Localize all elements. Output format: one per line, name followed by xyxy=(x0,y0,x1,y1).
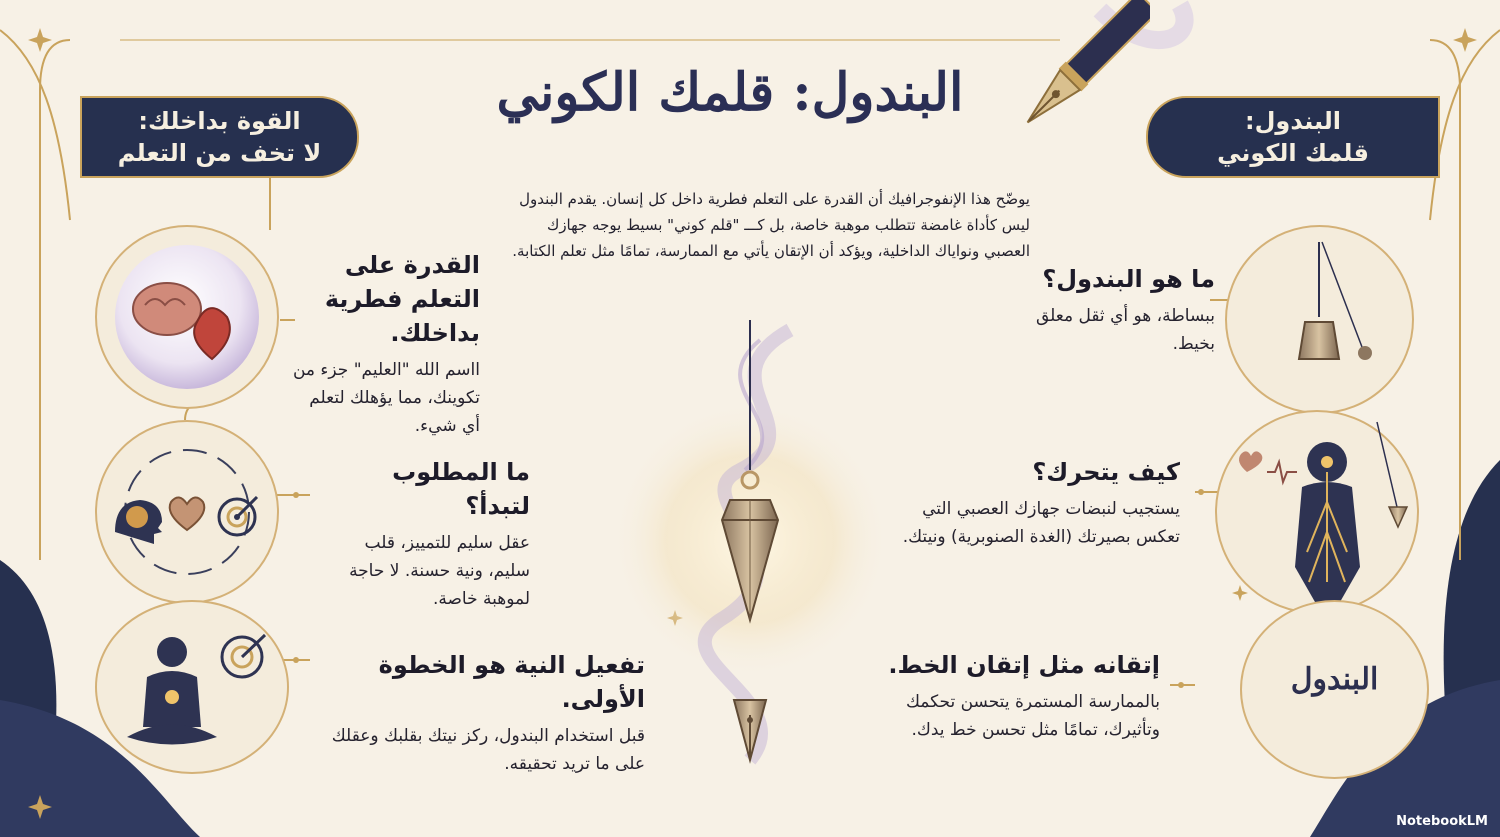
calligraphy-icon: البندول xyxy=(1290,662,1379,697)
banner-left-line2: لا تخف من التعلم xyxy=(117,139,322,167)
left-section-2 xyxy=(320,455,530,613)
left-circle-2 xyxy=(95,420,279,604)
left-section-3-title: تفعيل النية هو الخطوة الأولى. xyxy=(378,651,645,713)
left-circle-3 xyxy=(95,600,289,774)
right-circle-2 xyxy=(1215,410,1419,614)
left-circle-1 xyxy=(95,225,279,409)
page-title: البندول: قلمك الكوني xyxy=(496,62,964,123)
banner-right-line1: البندول: xyxy=(1244,107,1342,135)
left-section-3 xyxy=(310,648,645,778)
crystal-pendulum-pen-icon xyxy=(690,320,810,770)
meditation-target-icon xyxy=(97,602,287,772)
banner-right-line2: قلمك الكوني xyxy=(1217,139,1369,167)
fountain-pen-icon xyxy=(990,0,1150,160)
right-circle-3 xyxy=(1240,600,1429,779)
mind-heart-target-icon xyxy=(97,422,277,602)
right-section-2-title: كيف يتحرك؟ xyxy=(1032,458,1180,486)
right-section-2-body: يستجيب لنبضات جهازك العصبي التي تعكس بصيرتك (الغدة الصنوبرية) ونيتك. xyxy=(902,499,1180,547)
left-section-1-title: القدرة على التعلم فطرية بداخلك. xyxy=(324,251,480,347)
left-section-1 xyxy=(290,248,480,440)
left-section-2-body: عقل سليم للتمييز، قلب سليم، ونية حسنة. لا حاجة لموهبة خاصة. xyxy=(349,533,530,609)
hanging-weight-pendulum-icon xyxy=(1227,227,1412,412)
brain-heart-orb-icon xyxy=(97,227,277,407)
brand-label: NotebookLM xyxy=(1396,814,1488,829)
nervous-system-pendulum-icon xyxy=(1217,412,1417,612)
left-section-1-body: ااسم الله "العليم" جزء من تكوينك، مما يؤهلك لتعلم أي شيء. xyxy=(292,360,480,436)
left-section-2-title: ما المطلوب لتبدأ؟ xyxy=(392,458,530,520)
right-section-3-body: بالممارسة المستمرة يتحسن تحكمك وتأثيرك، تمامًا مثل تحسن خط يدك. xyxy=(905,692,1160,740)
right-section-1 xyxy=(990,262,1215,358)
intro-paragraph: يوضّح هذا الإنفوجرافيك أن القدرة على التعلم فطرية داخل كل إنسان. يقدم البندول ليس كأداة غامضة تتطلب موهبة خاصة، بل كـــ "قلم كوني" بسيط يوجه جهازك العصبي ونواياك الداخلية، ويؤكد أن الإتقان يأتي مع الممارسة، تمامًا مثل تعلم الكتابة. xyxy=(512,190,1030,260)
right-circle-1 xyxy=(1225,225,1414,414)
banner-right xyxy=(1146,96,1440,178)
right-section-1-title: ما هو البندول؟ xyxy=(1042,265,1215,293)
right-section-3 xyxy=(880,648,1160,744)
right-section-2 xyxy=(880,455,1180,551)
right-section-1-body: ببساطة، هو أي ثقل معلق بخيط. xyxy=(1035,306,1215,354)
left-section-3-body: قبل استخدام البندول، ركز نيتك بقلبك وعقلك على ما تريد تحقيقه. xyxy=(331,726,645,774)
banner-left xyxy=(80,96,359,178)
right-section-3-title: إتقانه مثل إتقان الخط. xyxy=(888,651,1160,679)
banner-left-line1: القوة بداخلك: xyxy=(138,107,301,135)
